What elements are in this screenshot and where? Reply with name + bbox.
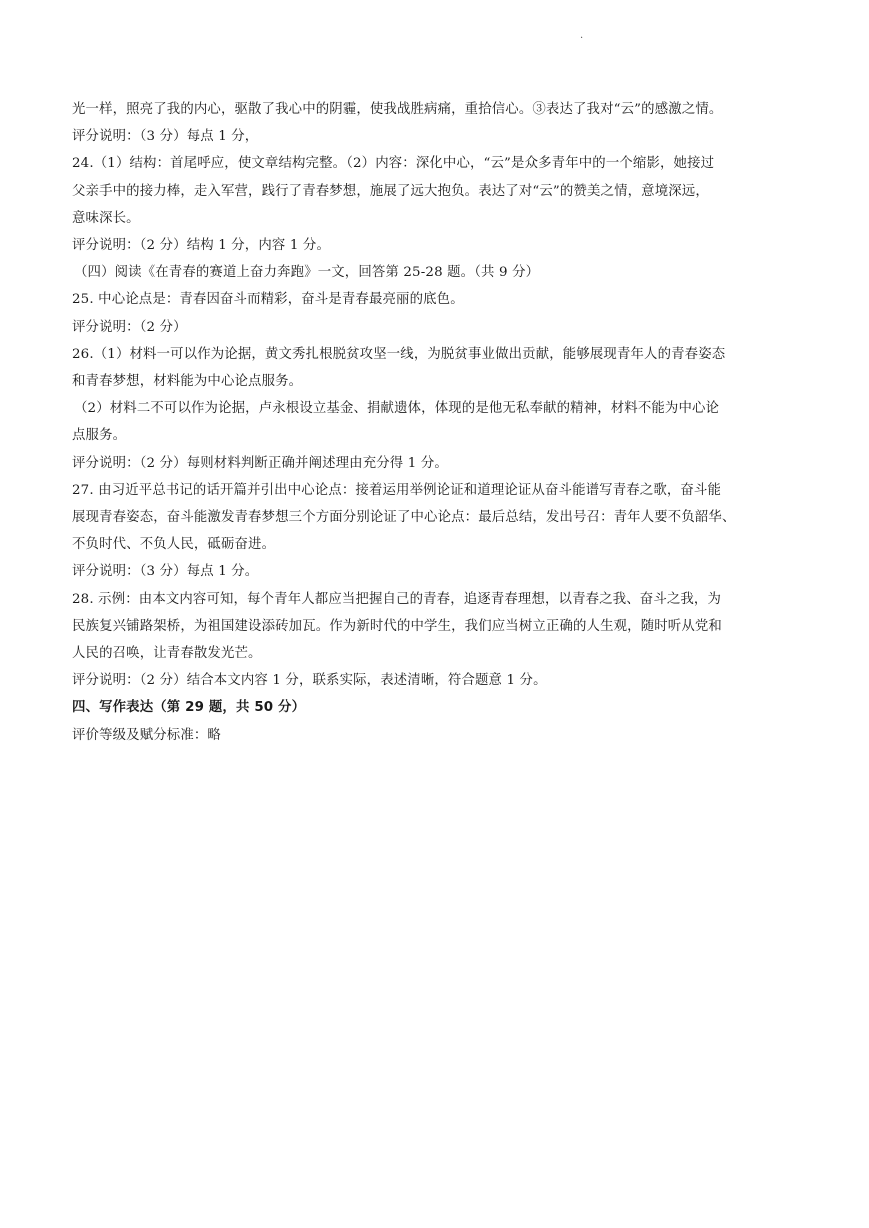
text-line: 点服务。 [72, 428, 127, 444]
answer-25: 25. 中心论点是：青春因奋斗而精彩，奋斗是青春最亮丽的底色。 [72, 292, 464, 308]
text-line: （2）材料二不可以作为论据，卢永根设立基金、捐献遗体，体现的是他无私奉献的精神，材料不能为中心论 [74, 401, 720, 417]
text-line: 意味深长。 [72, 210, 140, 226]
section-heading: 四、写作表达（第 29 题，共 50 分） [72, 700, 306, 716]
text-line: 民族复兴铺路架桥，为祖国建设添砖加瓦。作为新时代的中学生，我们应当树立正确的人生观，随时听从党和 [72, 618, 722, 634]
text-line: 人民的召唤，让青春散发光芒。 [72, 646, 262, 662]
scoring-note: 评分说明：（3 分）每点 1 分。 [72, 564, 259, 580]
answer-28: 28. 示例：由本文内容可知，每个青年人都应当把握自己的青春，追逐青春理想，以青春之我、奋斗之我，为 [72, 591, 722, 607]
section-intro: （四）阅读《在青春的赛道上奋力奔跑》一文，回答第 25-28 题。（共 9 分） [74, 265, 540, 281]
text-line: 和青春梦想，材料能为中心论点服务。 [72, 374, 303, 390]
scoring-note: 评分说明：（2 分）每则材料判断正确并阐述理由充分得 1 分。 [72, 455, 448, 471]
scoring-note: 评分说明：（2 分） [72, 319, 187, 335]
answer-26: 26.（1）材料一可以作为论据，黄文秀扎根脱贫攻坚一线，为脱贫事业做出贡献，能够展现青年人的青春姿态 [72, 346, 726, 362]
text-line: 评价等级及赋分标准：略 [72, 727, 221, 743]
page-mark: . [580, 30, 584, 41]
answer-27: 27. 由习近平总书记的话开篇并引出中心论点：接着运用举例论证和道理论证从奋斗能谱写青春之歌，奋斗能 [72, 482, 722, 498]
scoring-note: 评分说明：（2 分）结构 1 分，内容 1 分。 [72, 238, 330, 254]
text-line: 光一样，照亮了我的内心，驱散了我心中的阴霾，使我战胜病痛，重拾信心。③表达了我对“云”的感激之情。 [72, 102, 723, 117]
scoring-note: 评分说明：（3 分）每点 1 分， [72, 129, 259, 145]
answer-24: 24.（1）结构：首尾呼应，使文章结构完整。（2）内容：深化中心，“云”是众多青年中的一个缩影，她接过 [72, 156, 715, 172]
text-line: 不负时代、不负人民，砥砺奋进。 [72, 537, 276, 553]
answer-key-body [72, 96, 804, 749]
scoring-note: 评分说明：（2 分）结合本文内容 1 分，联系实际，表述清晰，符合题意 1 分。 [72, 673, 547, 689]
text-line: 展现青春姿态，奋斗能激发青春梦想三个方面分别论证了中心论点：最后总结，发出号召：青年人要不负韶华、 [72, 510, 736, 526]
text-line: 父亲手中的接力棒，走入军营，践行了青春梦想，施展了远大抱负。表达了对“云”的赞美之情，意境深远， [72, 183, 709, 199]
